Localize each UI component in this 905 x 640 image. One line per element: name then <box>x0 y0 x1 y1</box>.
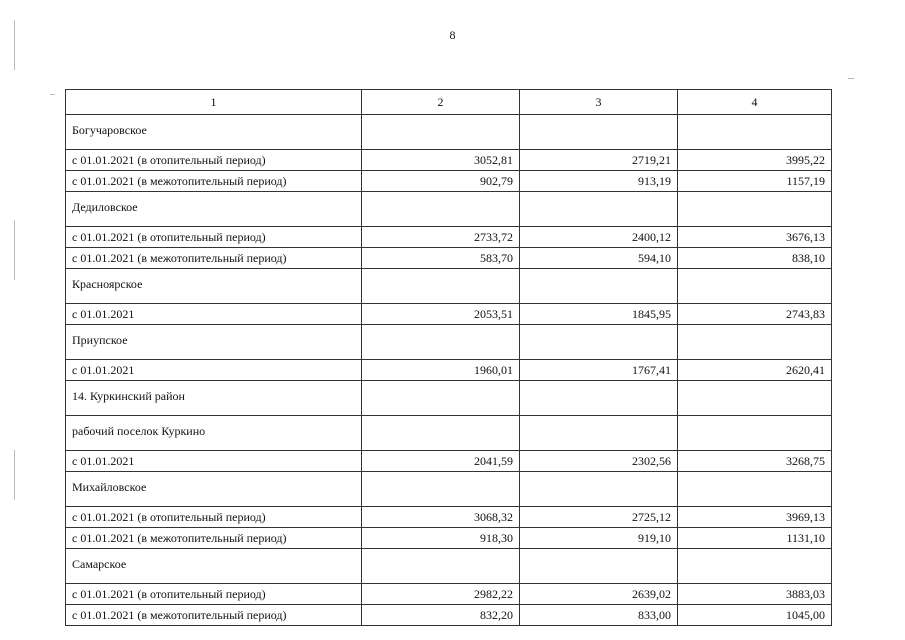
value-cell-col3: 2400,12 <box>520 227 678 248</box>
value-cell-col2: 3052,81 <box>362 150 520 171</box>
page-number: 8 <box>449 28 456 42</box>
value-cell-col3: 1845,95 <box>520 304 678 325</box>
value-cell-col2 <box>362 269 520 304</box>
column-header: 3 <box>520 90 678 115</box>
table-header-row <box>66 90 832 115</box>
period-label-cell: с 01.01.2021 (в межотопительный период) <box>66 171 362 192</box>
group-row <box>66 416 832 451</box>
table-row <box>66 507 832 528</box>
value-cell-col4: 2743,83 <box>678 304 832 325</box>
value-cell-col2: 583,70 <box>362 248 520 269</box>
value-cell-col4: 3969,13 <box>678 507 832 528</box>
value-cell-col3: 2719,21 <box>520 150 678 171</box>
table-row <box>66 248 832 269</box>
value-cell-col3 <box>520 472 678 507</box>
value-cell-col3: 1767,41 <box>520 360 678 381</box>
table-row <box>66 304 832 325</box>
value-cell-col4: 3268,75 <box>678 451 832 472</box>
period-label-cell: с 01.01.2021 (в отопительный период) <box>66 507 362 528</box>
group-label-cell: Приупское <box>66 325 362 360</box>
group-row <box>66 115 832 150</box>
value-cell-col4 <box>678 115 832 150</box>
group-label-cell: Самарское <box>66 549 362 584</box>
group-label-cell: 14. Куркинский район <box>66 381 362 416</box>
table-row <box>66 227 832 248</box>
scan-mark <box>14 450 15 500</box>
table-row <box>66 171 832 192</box>
value-cell-col2 <box>362 325 520 360</box>
group-label-cell: рабочий поселок Куркино <box>66 416 362 451</box>
value-cell-col2 <box>362 381 520 416</box>
value-cell-col4 <box>678 472 832 507</box>
value-cell-col2 <box>362 472 520 507</box>
scan-mark <box>14 220 15 280</box>
group-row <box>66 381 832 416</box>
table-row <box>66 528 832 549</box>
table-row <box>66 150 832 171</box>
period-label-cell: с 01.01.2021 (в отопительный период) <box>66 584 362 605</box>
value-cell-col2: 832,20 <box>362 605 520 626</box>
period-label-cell: с 01.01.2021 (в межотопительный период) <box>66 528 362 549</box>
value-cell-col3 <box>520 325 678 360</box>
value-cell-col2: 2733,72 <box>362 227 520 248</box>
value-cell-col3 <box>520 192 678 227</box>
value-cell-col4 <box>678 416 832 451</box>
value-cell-col2: 3068,32 <box>362 507 520 528</box>
group-label-cell: Дедиловское <box>66 192 362 227</box>
value-cell-col3 <box>520 381 678 416</box>
period-label-cell: с 01.01.2021 (в отопительный период) <box>66 150 362 171</box>
scan-mark <box>50 94 55 95</box>
group-label-cell: Красноярское <box>66 269 362 304</box>
value-cell-col3: 2302,56 <box>520 451 678 472</box>
value-cell-col4: 838,10 <box>678 248 832 269</box>
value-cell-col4: 3995,22 <box>678 150 832 171</box>
value-cell-col4: 1131,10 <box>678 528 832 549</box>
period-label-cell: с 01.01.2021 <box>66 451 362 472</box>
value-cell-col4 <box>678 269 832 304</box>
period-label-cell: с 01.01.2021 (в межотопительный период) <box>66 605 362 626</box>
tariff-table <box>65 89 832 626</box>
value-cell-col4 <box>678 381 832 416</box>
scan-mark <box>14 20 15 70</box>
value-cell-col3 <box>520 416 678 451</box>
value-cell-col2: 2982,22 <box>362 584 520 605</box>
value-cell-col3: 913,19 <box>520 171 678 192</box>
period-label-cell: с 01.01.2021 <box>66 304 362 325</box>
value-cell-col3: 2639,02 <box>520 584 678 605</box>
value-cell-col2: 2053,51 <box>362 304 520 325</box>
value-cell-col2 <box>362 549 520 584</box>
scan-mark <box>848 78 854 79</box>
value-cell-col3: 833,00 <box>520 605 678 626</box>
value-cell-col4: 1157,19 <box>678 171 832 192</box>
value-cell-col2 <box>362 115 520 150</box>
group-row <box>66 269 832 304</box>
value-cell-col3: 2725,12 <box>520 507 678 528</box>
group-row <box>66 472 832 507</box>
value-cell-col4: 2620,41 <box>678 360 832 381</box>
value-cell-col4 <box>678 325 832 360</box>
group-row <box>66 549 832 584</box>
table-row <box>66 584 832 605</box>
group-label-cell: Михайловское <box>66 472 362 507</box>
value-cell-col3 <box>520 549 678 584</box>
value-cell-col2: 902,79 <box>362 171 520 192</box>
value-cell-col2 <box>362 416 520 451</box>
value-cell-col4: 1045,00 <box>678 605 832 626</box>
column-header: 4 <box>678 90 832 115</box>
period-label-cell: с 01.01.2021 <box>66 360 362 381</box>
value-cell-col4 <box>678 192 832 227</box>
value-cell-col2: 918,30 <box>362 528 520 549</box>
table-row <box>66 360 832 381</box>
group-row <box>66 192 832 227</box>
period-label-cell: с 01.01.2021 (в межотопительный период) <box>66 248 362 269</box>
value-cell-col3 <box>520 115 678 150</box>
value-cell-col4: 3883,03 <box>678 584 832 605</box>
value-cell-col3 <box>520 269 678 304</box>
value-cell-col4: 3676,13 <box>678 227 832 248</box>
value-cell-col4 <box>678 549 832 584</box>
value-cell-col2: 1960,01 <box>362 360 520 381</box>
value-cell-col2: 2041,59 <box>362 451 520 472</box>
value-cell-col3: 594,10 <box>520 248 678 269</box>
period-label-cell: с 01.01.2021 (в отопительный период) <box>66 227 362 248</box>
value-cell-col3: 919,10 <box>520 528 678 549</box>
column-header: 1 <box>66 90 362 115</box>
group-label-cell: Богучаровское <box>66 115 362 150</box>
group-row <box>66 325 832 360</box>
table-row <box>66 451 832 472</box>
table-row <box>66 605 832 626</box>
value-cell-col2 <box>362 192 520 227</box>
column-header: 2 <box>362 90 520 115</box>
